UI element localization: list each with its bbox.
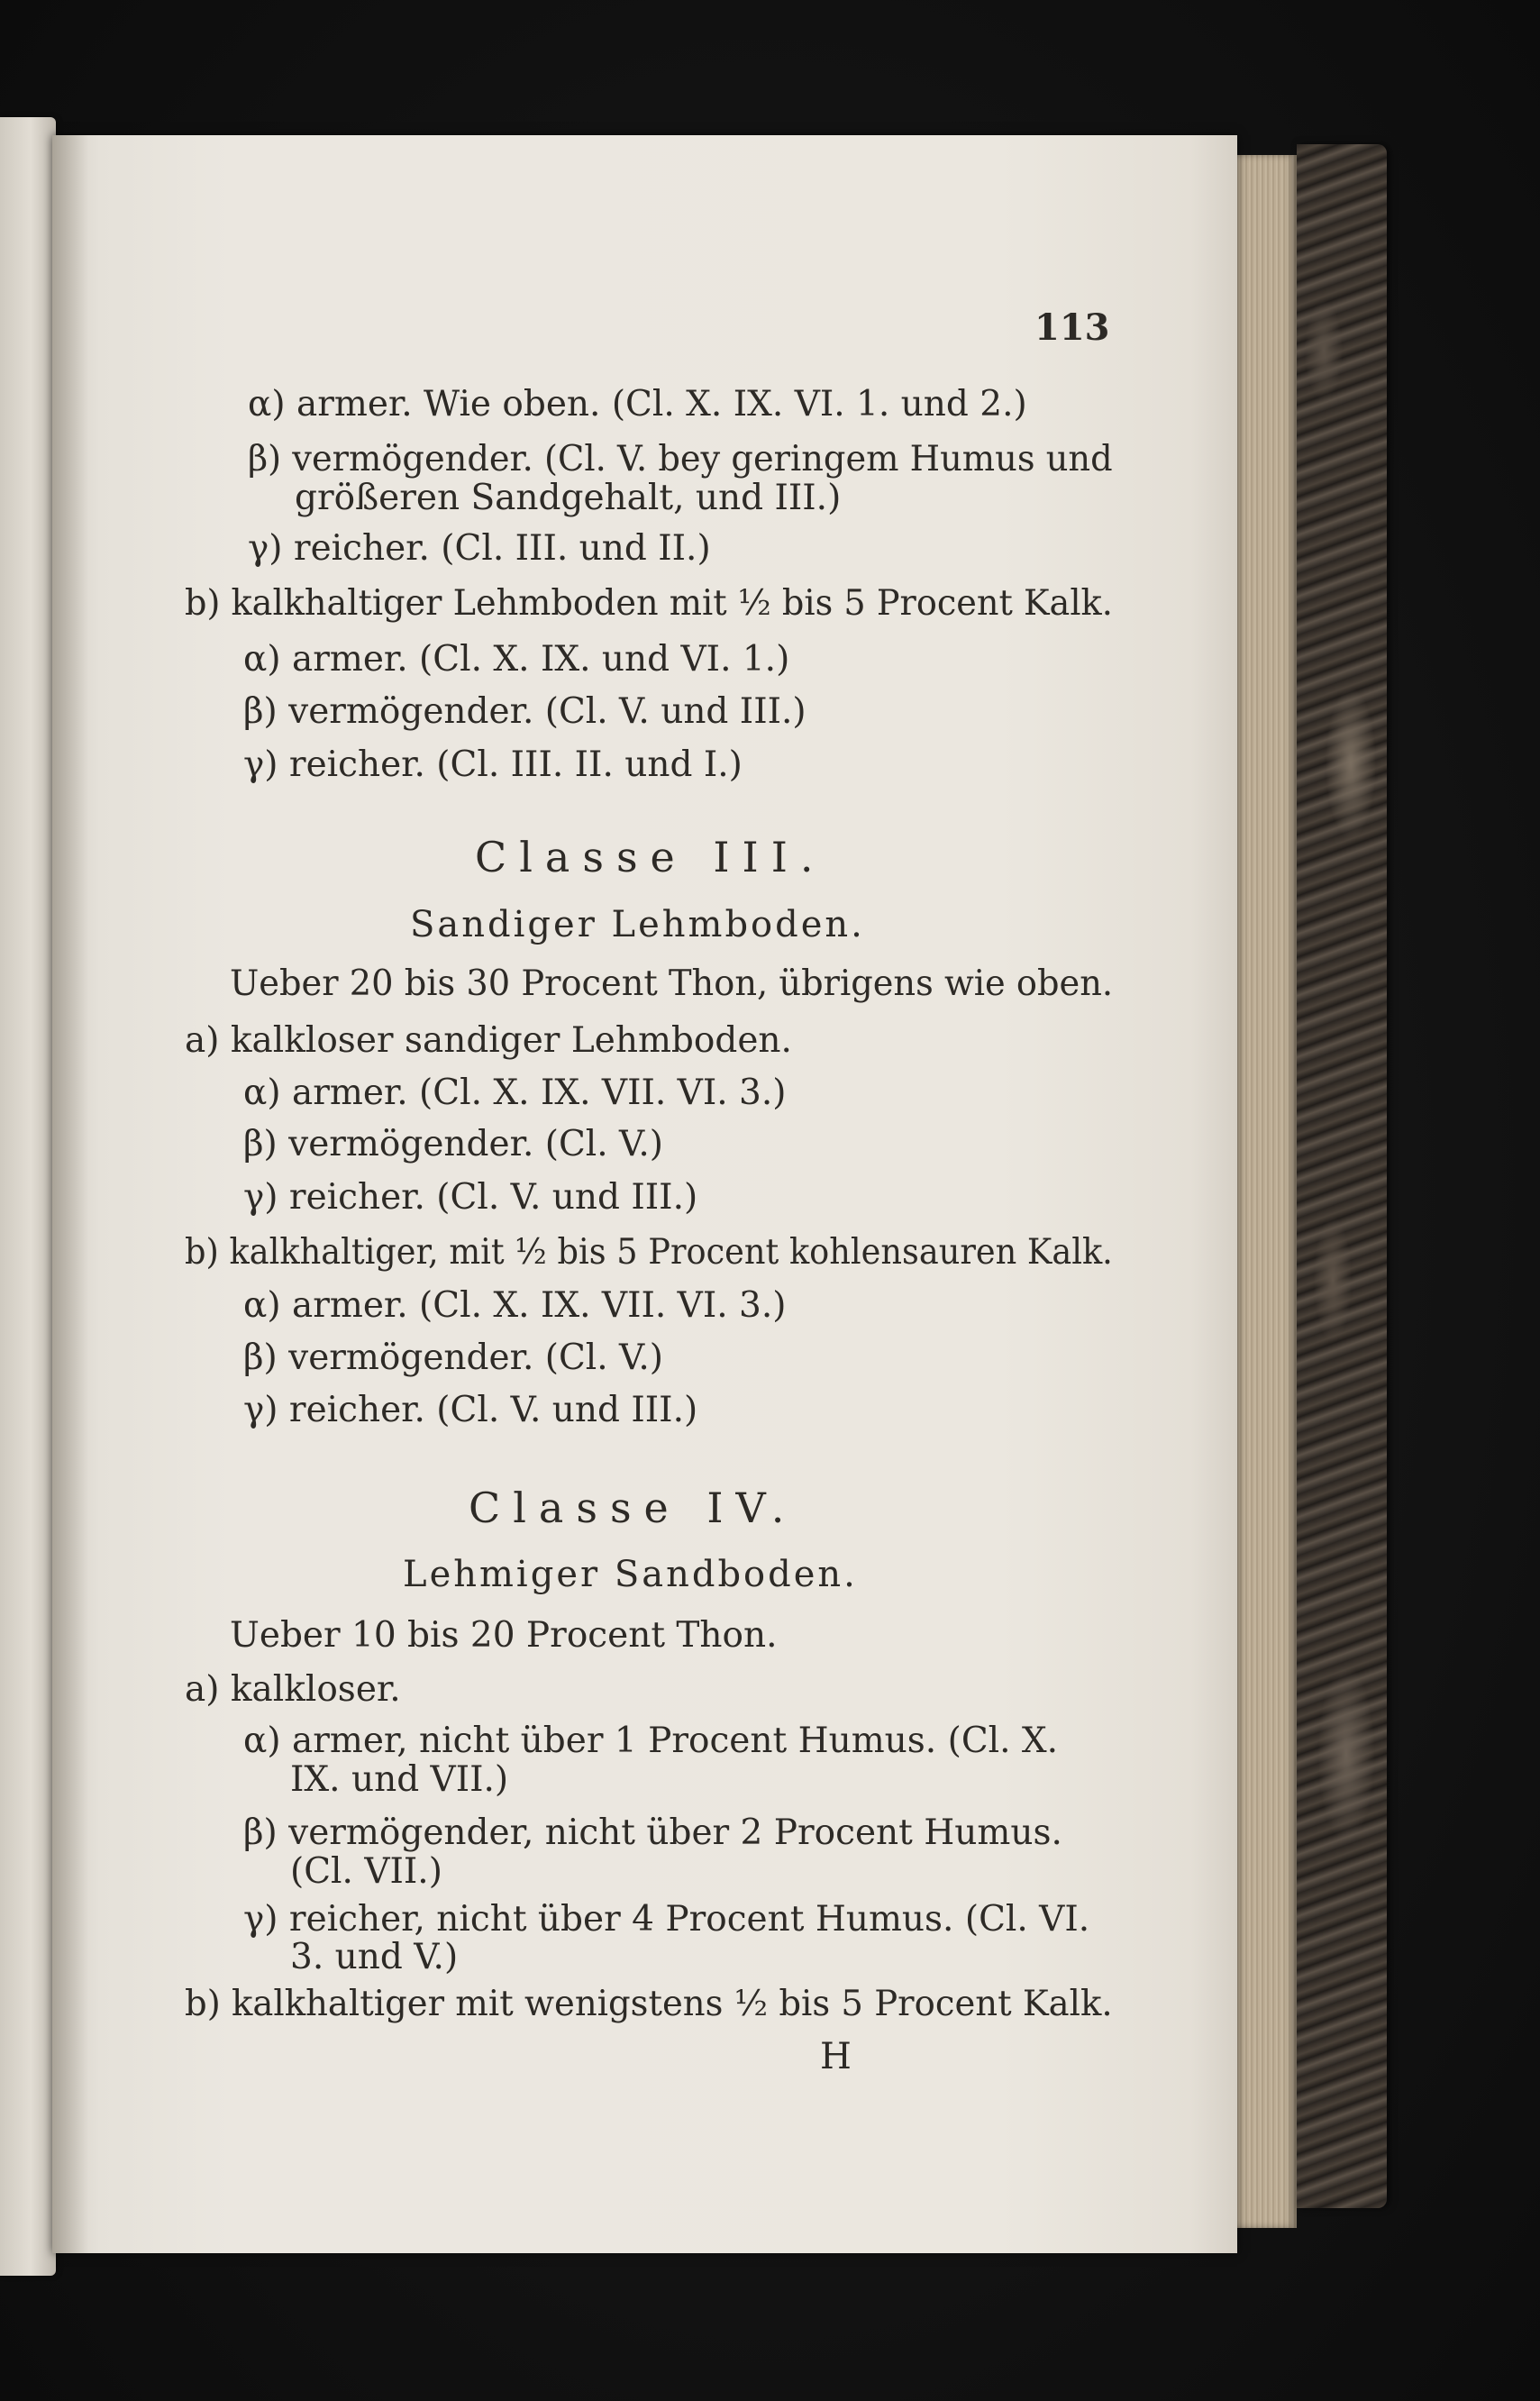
text-line: größeren Sandgehalt, und III.) bbox=[295, 478, 842, 518]
previous-page-edge bbox=[0, 117, 56, 2276]
text-line: γ) reicher. (Cl. V. und III.) bbox=[243, 1390, 698, 1430]
text-line: γ) reicher, nicht über 4 Procent Humus. (Cl. VI. bbox=[243, 1899, 1090, 1940]
signature-mark: H bbox=[820, 2036, 852, 2077]
text-line: β) vermögender. (Cl. V.) bbox=[243, 1337, 664, 1378]
section-subheading: Lehmiger Sandboden. bbox=[403, 1554, 858, 1595]
text-line: β) vermögender. (Cl. V. und III.) bbox=[243, 691, 806, 732]
text-line: a) kalkloser sandiger Lehmboden. bbox=[185, 1020, 792, 1061]
page-fore-edge bbox=[1237, 155, 1297, 2228]
text-line: β) vermögender. (Cl. V.) bbox=[243, 1124, 664, 1164]
text-line: α) armer. (Cl. X. IX. VII. VI. 3.) bbox=[243, 1285, 787, 1326]
page-number: 113 bbox=[1034, 306, 1110, 349]
text-line: b) kalkhaltiger Lehmboden mit ½ bis 5 Procent Kalk. bbox=[185, 583, 1113, 624]
text-line: α) armer, nicht über 1 Procent Humus. (Cl. X. bbox=[243, 1721, 1059, 1761]
text-line: (Cl. VII.) bbox=[290, 1851, 442, 1892]
text-line: Ueber 20 bis 30 Procent Thon, übrigens wie oben. bbox=[230, 963, 1114, 1004]
section-heading: Classe III. bbox=[475, 833, 826, 881]
text-line: IX. und VII.) bbox=[290, 1759, 509, 1800]
text-line: β) vermögender, nicht über 2 Procent Humus. bbox=[243, 1812, 1062, 1853]
text-line: b) kalkhaltiger, mit ½ bis 5 Procent kohlensauren Kalk. bbox=[185, 1232, 1113, 1273]
text-line: α) armer. Wie oben. (Cl. X. IX. VI. 1. und 2.) bbox=[248, 384, 1027, 425]
text-line: Ueber 10 bis 20 Procent Thon. bbox=[230, 1615, 778, 1656]
text-line: b) kalkhaltiger mit wenigstens ½ bis 5 Procent Kalk. bbox=[185, 1984, 1113, 2024]
text-line: α) armer. (Cl. X. IX. und VI. 1.) bbox=[243, 639, 790, 680]
section-heading: Classe IV. bbox=[469, 1484, 797, 1532]
text-line: γ) reicher. (Cl. III. und II.) bbox=[248, 528, 711, 569]
text-line: α) armer. (Cl. X. IX. VII. VI. 3.) bbox=[243, 1073, 787, 1113]
text-line: 3. und V.) bbox=[290, 1937, 459, 1977]
section-subheading: Sandiger Lehmboden. bbox=[410, 904, 865, 945]
text-line: γ) reicher. (Cl. III. II. und I.) bbox=[243, 744, 743, 785]
text-line: a) kalkloser. bbox=[185, 1669, 401, 1710]
marbled-cover-board bbox=[1297, 144, 1387, 2208]
text-line: γ) reicher. (Cl. V. und III.) bbox=[243, 1177, 698, 1218]
text-line: β) vermögender. (Cl. V. bey geringem Humus und bbox=[248, 439, 1113, 479]
